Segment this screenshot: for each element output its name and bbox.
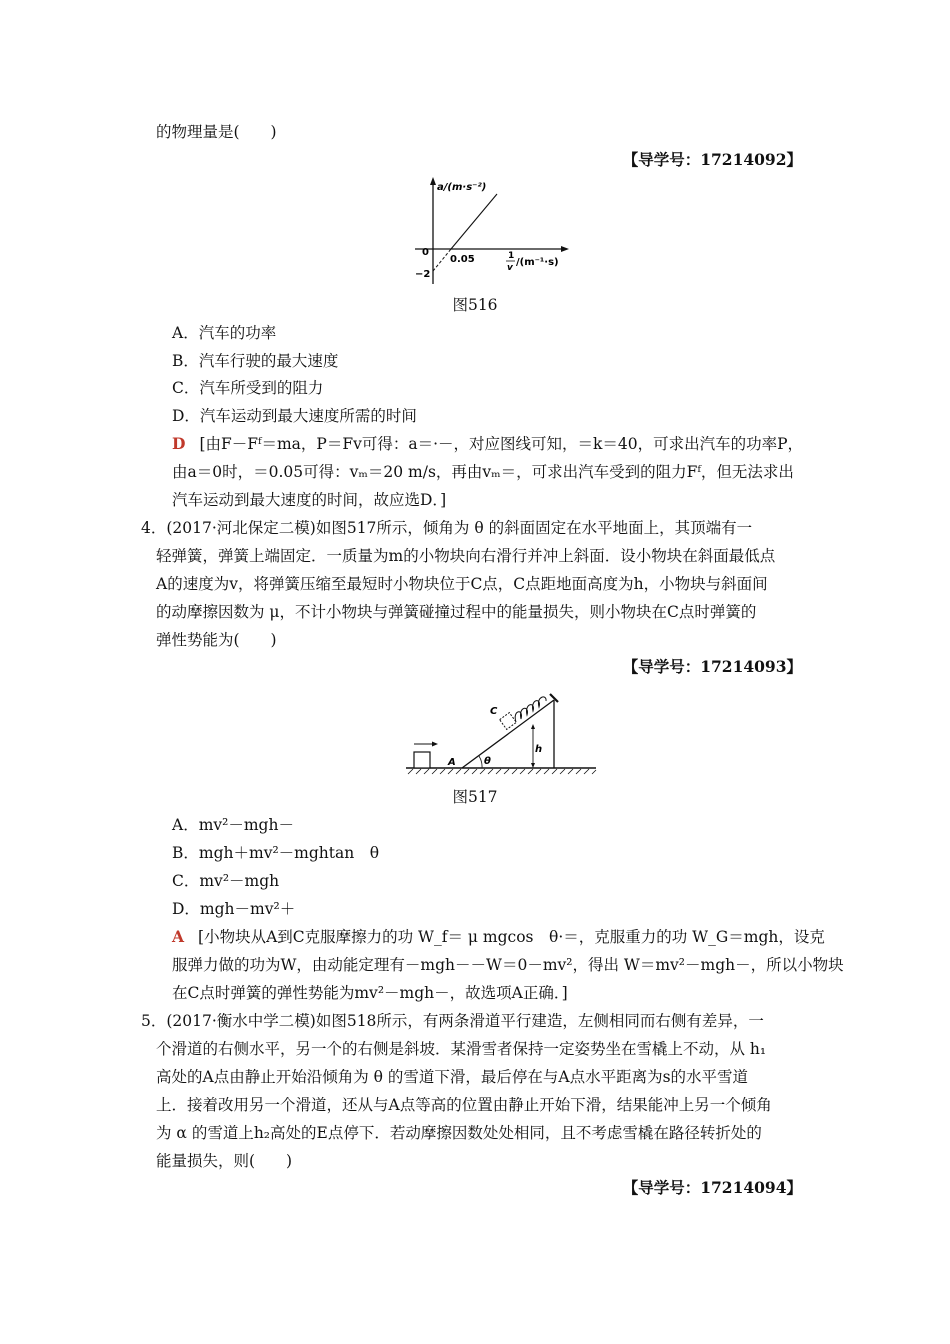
q4-guide-number: 【导学号：17214093】 bbox=[622, 657, 802, 676]
x-tick-label: 0.05 bbox=[450, 254, 475, 265]
x-axis-label: /(m⁻¹·s) bbox=[516, 257, 559, 268]
figure-516 bbox=[405, 172, 575, 290]
q3-option-c: C．汽车所受到的阻力 bbox=[172, 379, 324, 397]
figure-517-caption: 图517 bbox=[452, 788, 498, 806]
x-frac-denominator: v bbox=[507, 263, 513, 273]
q3-answer-line-1 bbox=[172, 433, 803, 455]
q4-answer: A bbox=[172, 927, 185, 946]
label-c: C bbox=[490, 706, 498, 717]
q4-stem-4: 的动摩擦因数为 μ，不计小物块与弹簧碰撞过程中的能量损失，则小物块在C点时弹簧的 bbox=[156, 603, 757, 621]
q5-stem-3: 高处的A点由静止开始沿倾角为 θ 的雪道下滑，最后停在与A点水平距离为s的水平雪道 bbox=[156, 1068, 749, 1086]
x-axis-arrow bbox=[561, 246, 569, 252]
q4-option-b: B．mgh＋mv²－mghtan θ bbox=[172, 844, 380, 862]
label-h: h bbox=[535, 744, 543, 755]
angle-arc bbox=[479, 756, 482, 768]
q5-stem-5: 为 α 的雪道上h₂高处的E点停下．若动摩擦因数处处相同，且不考虑雪橇在路径转折处的 bbox=[156, 1124, 762, 1142]
height-arrow-bottom bbox=[531, 763, 535, 768]
q5-stem-6: 能量损失，则( ) bbox=[156, 1152, 293, 1170]
q4-explanation-2: 服弹力做的功为W，由动能定理有－mgh－－W＝0－mv²，得出 W＝mv²－mgh－，所以小物块 bbox=[172, 956, 844, 974]
q4-option-c: C．mv²－mgh bbox=[172, 872, 280, 890]
q4-explanation-1: [小物块从A到C克服摩擦力的功 W_f＝ μ mgcos θ·＝，克服重力的功 W_G＝mgh，设克 bbox=[198, 928, 825, 946]
q3-guide-number: 【导学号：17214092】 bbox=[622, 150, 802, 169]
q5-stem-4: 上．接着改用另一个滑道，还从与A点等高的位置由静止开始下滑，结果能冲上另一个倾角 bbox=[156, 1096, 772, 1114]
velocity-arrow-head bbox=[432, 742, 438, 747]
q4-option-a: A．mv²－mgh－ bbox=[172, 816, 294, 834]
incline bbox=[462, 700, 554, 768]
q3-answer: D bbox=[172, 434, 186, 453]
origin-label: 0 bbox=[422, 247, 429, 258]
q4-stem-3: A的速度为v，将弹簧压缩至最短时小物块位于C点，C点距地面高度为h，小物块与斜面间 bbox=[156, 575, 768, 593]
q4-stem-2: 轻弹簧，弹簧上端固定．一质量为m的小物块向右滑行并冲上斜面．设小物块在斜面最低点 bbox=[156, 547, 776, 565]
q3-option-d: D．汽车运动到最大速度所需的时间 bbox=[172, 407, 417, 425]
q3-explanation-3: 汽车运动到最大速度的时间，故应选D．] bbox=[172, 491, 447, 509]
q5-guide-number: 【导学号：17214094】 bbox=[622, 1178, 802, 1197]
q3-option-b: B．汽车行驶的最大速度 bbox=[172, 352, 339, 370]
figure-516-caption: 图516 bbox=[452, 296, 498, 314]
graph-line bbox=[451, 194, 497, 249]
q5-stem-2: 个滑道的右侧水平，另一个的右侧是斜坡．某滑雪者保持一定姿势坐在雪橇上不动，从 h₁ bbox=[156, 1040, 767, 1058]
q3-explanation-1: [由F－Fᶠ＝ma，P＝Fv可得：a＝·－，对应图线可知，＝k＝40，可求出汽车的功率P， bbox=[199, 435, 804, 453]
q4-stem-5: 弹性势能为( ) bbox=[156, 631, 277, 649]
height-arrow-top bbox=[531, 724, 535, 729]
block-at-c bbox=[500, 713, 517, 730]
y-axis-arrow bbox=[430, 177, 436, 185]
label-a: A bbox=[448, 757, 456, 768]
q4-option-d: D．mgh－mv²＋ bbox=[172, 900, 296, 918]
q5-stem-1: 5．(2017·衡水中学二模)如图518所示，有两条滑道平行建造，左侧相同而右侧有差异，一 bbox=[141, 1012, 764, 1030]
label-theta: θ bbox=[484, 756, 491, 767]
x-frac-numerator: 1 bbox=[508, 251, 515, 261]
figure-517 bbox=[404, 682, 598, 778]
q3-explanation-2: 由a＝0时，＝0.05可得：vₘ＝20 m/s，再由vₘ＝，可求出汽车受到的阻力Fᶠ，但无法求出 bbox=[172, 463, 794, 481]
ground-hatch bbox=[408, 769, 596, 774]
y-axis-label: a/(m·s⁻²) bbox=[437, 182, 487, 193]
block bbox=[414, 752, 430, 768]
q4-explanation-3: 在C点时弹簧的弹性势能为mv²－mgh－，故选项A正确．] bbox=[172, 984, 568, 1002]
q4-answer-line-1 bbox=[172, 926, 825, 948]
y-tick-label: −2 bbox=[415, 269, 431, 280]
q4-stem-1: 4．(2017·河北保定二模)如图517所示，倾角为 θ 的斜面固定在水平地面上，其顶端有一 bbox=[141, 519, 753, 537]
q3-option-a: A．汽车的功率 bbox=[172, 324, 277, 342]
graph-extension-dashed bbox=[433, 249, 451, 271]
q3-stem-tail: 的物理量是( ) bbox=[156, 123, 277, 141]
